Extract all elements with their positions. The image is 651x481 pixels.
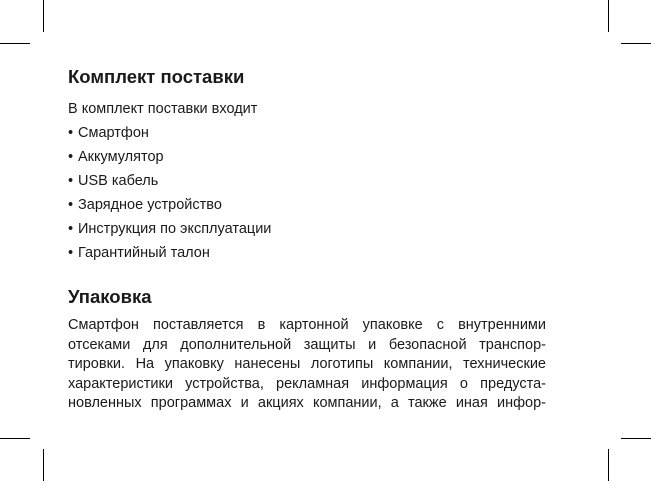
document-page-content — [68, 66, 546, 414]
paragraph-line: отсеками для дополнительной защиты и безопасной транспор- — [68, 336, 546, 353]
list-item — [68, 241, 546, 265]
list-item-label: Инструкция по эксплуатации — [78, 221, 272, 237]
list-item — [68, 217, 546, 241]
list-item — [68, 193, 546, 217]
list-item — [68, 169, 546, 193]
packaging-section — [68, 286, 546, 414]
paragraph-line: новленных программах и акциях компании, а также иная инфор- — [68, 395, 546, 412]
packaging-paragraph — [68, 316, 546, 414]
crop-mark-bottom-right-horizontal — [621, 438, 651, 439]
list-item-label: Аккумулятор — [78, 149, 164, 165]
list-item-label: Смартфон — [78, 125, 149, 141]
crop-mark-bottom-right-vertical — [608, 449, 609, 481]
bullet: • — [68, 125, 74, 141]
list-item-label: USB кабель — [78, 173, 159, 189]
bullet: • — [68, 221, 74, 237]
crop-mark-top-right-horizontal — [621, 43, 651, 44]
package-contents-heading: Комплект поставки — [68, 66, 245, 87]
crop-mark-top-left-vertical — [43, 0, 44, 32]
bullet: • — [68, 245, 74, 261]
packaging-heading: Упаковка — [68, 286, 152, 307]
package-contents-section — [68, 66, 546, 265]
crop-mark-bottom-left-horizontal — [0, 438, 30, 439]
crop-mark-bottom-left-vertical — [43, 449, 44, 481]
bullet: • — [68, 197, 74, 213]
package-contents-intro: В комплект поставки входит — [68, 101, 258, 117]
package-contents-list — [68, 121, 546, 265]
list-item-label: Зарядное устройство — [78, 197, 222, 213]
paragraph-line: тировки. На упаковку нанесены логотипы компании, технические — [68, 356, 546, 373]
bullet: • — [68, 149, 74, 165]
bullet: • — [68, 173, 74, 189]
paragraph-line: характеристики устройства, рекламная информация о предуста- — [68, 375, 546, 392]
list-item — [68, 145, 546, 169]
crop-mark-top-left-horizontal — [0, 43, 30, 44]
list-item — [68, 121, 546, 145]
paragraph-line: Смартфон поставляется в картонной упаковке с внутренними — [68, 317, 546, 333]
crop-mark-top-right-vertical — [608, 0, 609, 32]
list-item-label: Гарантийный талон — [78, 245, 210, 261]
